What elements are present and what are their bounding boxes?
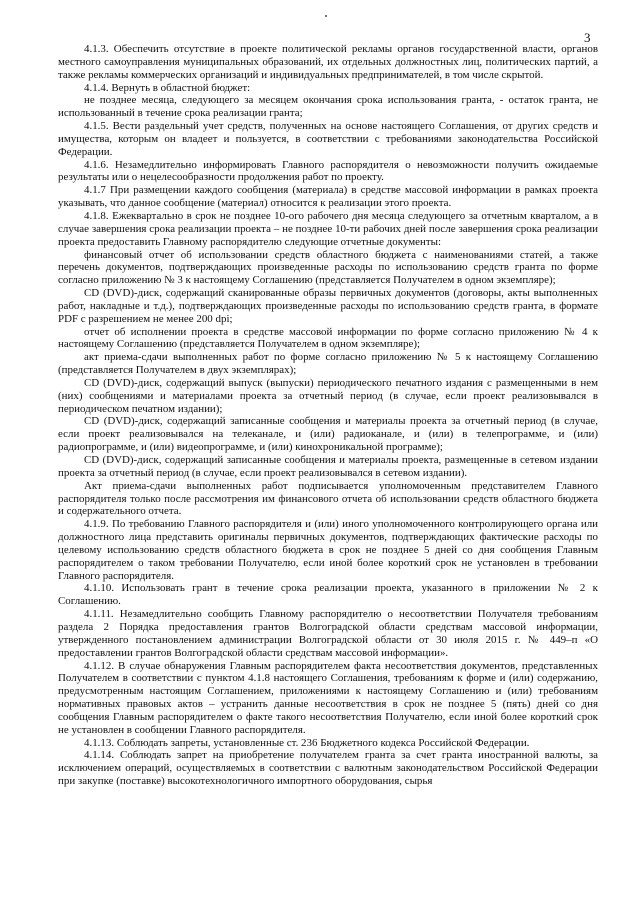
paragraph-project-report: отчет об исполнении проекта в средстве массовой информации по форме согласно приложению № 4 к настоящему Соглашению (представляется Получателем в одном экземпляре);	[58, 325, 598, 351]
scan-mark	[325, 15, 327, 17]
paragraph-4-1-7: 4.1.7 При размещении каждого сообщения (материала) в средстве массовой информации в рамках проекта указывать, что данное сообщение (материал) относится к реализации этого проекта.	[58, 184, 598, 210]
paragraph-cd-scans: CD (DVD)-диск, содержащий сканированные образы первичных документов (договоры, акты выполненных работ, накладные и т.д.), подтверждающих произведенные расходы по использованию средств гранта, в формате PDF с разрешением не менее 200 dpi;	[58, 287, 598, 325]
paragraph-cd-broadcast: CD (DVD)-диск, содержащий записанные сообщения и материалы проекта за отчетный период (в случае, если проект реализовывался на телеканале, и (или) радиоканале, и (или) в телепрограмме, и (или) радиопрограмме, и (или) видеопрограмме, и (или) кинохроникальной программе);	[58, 415, 598, 454]
paragraph-acceptance-act: акт приема-сдачи выполненных работ по форме согласно приложению № 5 к настоящему Соглашению (представляется Получателем в двух экземплярах);	[58, 351, 598, 377]
paragraph-act-signing: Акт приема-сдачи выполненных работ подписывается уполномоченным представителем Главного распорядителя только после рассмотрения им финансового отчета об использовании средств областного бюджета и содержательного отчета.	[58, 479, 598, 518]
paragraph-4-1-5: 4.1.5. Вести раздельный учет средств, полученных на основе настоящего Соглашения, от других средств и имущества, которым он владеет и пользуется, в соответствии с требованиями законодательства Российской Федерации.	[58, 120, 598, 158]
paragraph-4-1-14: 4.1.14. Соблюдать запрет на приобретение получателем гранта за счет гранта иностранной валюты, за исключением операций, осуществляемых в соответствии с валютным законодательством Российской Федерации при закупке (поставке) высокотехнологичного импортного оборудования, сырья	[58, 749, 598, 788]
paragraph-4-1-9: 4.1.9. По требованию Главного распорядителя и (или) иного уполномоченного контролирующего органа или должностного лица представить оригиналы первичных документов, подтверждающих фактические расходы по целевому использованию средств областного бюджета в срок не позднее 5 дней со дня сообщения Главным распорядителем о таком требовании Получателю, если иной более короткий срок не установлен в требовании Главного распорядителя.	[58, 518, 598, 582]
paragraph-4-1-12: 4.1.12. В случае обнаружения Главным распорядителем факта несоответствия документов, представленных Получателем в соответствии с пунктом 4.1.8 настоящего Соглашения, требованиям к форме и (или) содержанию, предусмотренным настоящим Соглашением, приложениями к настоящему Соглашению и (или) требованиям нормативных правовых актов – устранить данные несоответствия в срок не позднее 5 (пять) дней со дня сообщения Главным распорядителем о факте такого несоответствия Получателю, если иной более короткий срок не установлен в сообщении Главного распорядителя.	[58, 659, 598, 736]
paragraph-4-1-3: 4.1.3. Обеспечить отсутствие в проекте политической рекламы органов государственной власти, органов местного самоуправления муниципальных образований, их отдельных должностных лиц, политических партий, а также рекламы коммерческих организаций и индивидуальных предпринимателей, в том числе скрытой.	[58, 43, 598, 81]
paragraph-4-1-4-item: не позднее месяца, следующего за месяцем окончания срока использования гранта, - остаток гранта, не использованный в течение срока реализации гранта;	[58, 94, 598, 120]
paragraph-financial-report: финансовый отчет об использовании средств областного бюджета с наименованиями статей, а также перечень документов, подтверждающих произведенные расходы по использованию средств гранта по форме согласно приложению № 3 к настоящему Соглашению (представляется Получателем в одном экземпляре);	[58, 248, 598, 287]
paragraph-4-1-6: 4.1.6. Незамедлительно информировать Главного распорядителя о невозможности получить ожидаемые результаты или о нецелесообразности продолжения работ по проекту.	[58, 158, 598, 184]
paragraph-4-1-10: 4.1.10. Использовать грант в течение срока реализации проекта, указанного в приложении № 2 к Соглашению.	[58, 582, 598, 608]
page-number: 3	[584, 30, 591, 45]
paragraph-4-1-11: 4.1.11. Незамедлительно сообщить Главному распорядителю о несоответствии Получателя требованиям раздела 2 Порядка предоставления грантов Волгоградской области средствам массовой информации, утвержденного постановлением администрации Волгоградской области от 30 июля 2015 г. № 449–п «О предоставлении грантов Волгоградской области средствам массовой информации».	[58, 608, 598, 659]
paragraph-cd-print: CD (DVD)-диск, содержащий выпуск (выпуски) периодического печатного издания с размещенными в нем (них) сообщениями и материалами проекта за отчетный период (в случае, если проект реализовывался в периодическом печатном издании);	[58, 376, 598, 415]
paragraph-4-1-8: 4.1.8. Ежеквартально в срок не позднее 10-ого рабочего дня месяца следующего за отчетным кварталом, а в случае завершения срока реализации проекта – не позднее 10-ти рабочих дней после завершения срока реализации проекта предоставить Главному распорядителю следующие отчетные документы:	[58, 209, 598, 248]
paragraph-cd-online: CD (DVD)-диск, содержащий записанные сообщения и материалы проекта, размещенные в сетевом издании проекта за отчетный период (в случае, если проект реализовывался в сетевом издании).	[58, 454, 598, 479]
document-body	[58, 43, 598, 788]
paragraph-4-1-13: 4.1.13. Соблюдать запреты, установленные ст. 236 Бюджетного кодекса Российской Федерации.	[84, 736, 530, 749]
paragraph-4-1-4: 4.1.4. Вернуть в областной бюджет:	[84, 81, 251, 94]
